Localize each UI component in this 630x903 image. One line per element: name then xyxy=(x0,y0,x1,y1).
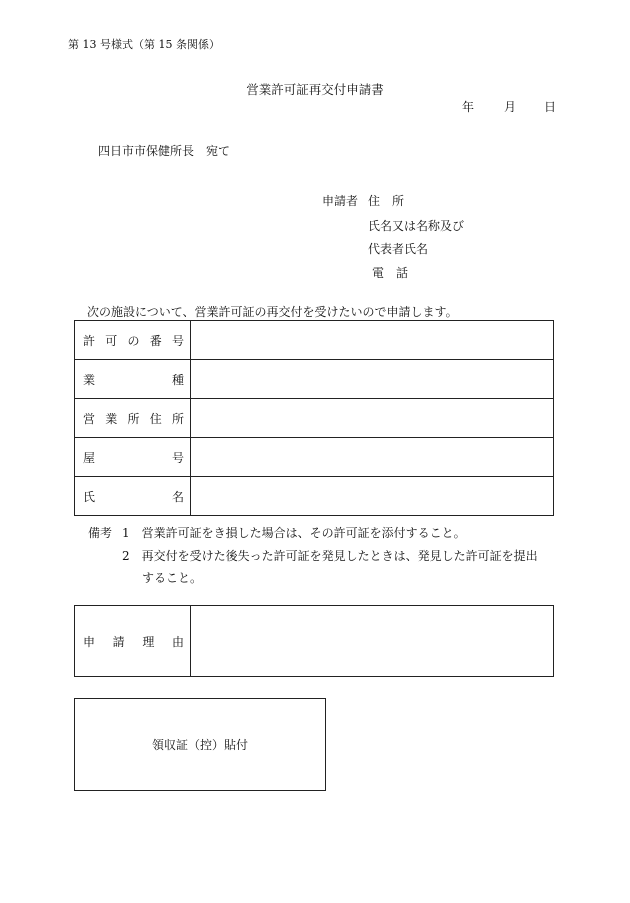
receipt-stamp-box xyxy=(74,698,326,791)
row-label-char: 所 xyxy=(127,411,140,426)
table-row xyxy=(75,477,554,516)
row-label-char: 可 xyxy=(105,333,118,348)
table-row xyxy=(75,321,554,360)
table-row xyxy=(75,438,554,477)
row-label-char: 業 xyxy=(105,411,118,426)
row-label-char: 許 xyxy=(83,333,96,348)
row-label-cell xyxy=(75,438,191,477)
note-item-2 xyxy=(122,547,538,564)
date-line xyxy=(462,98,556,115)
row-label-char: 営 xyxy=(83,411,96,426)
note-item-2-continuation: すること。 xyxy=(142,571,203,585)
reason-label-char: 理 xyxy=(142,634,155,649)
row-label-cell xyxy=(75,477,191,516)
intro-text: 次の施設について、営業許可証の再交付を受けたいので申請します。 xyxy=(87,305,458,319)
reason-label-char: 請 xyxy=(112,634,125,649)
note-number: 1 xyxy=(122,526,130,540)
table-row xyxy=(75,360,554,399)
row-value-cell[interactable] xyxy=(191,438,554,477)
row-label-char: 号 xyxy=(171,333,184,348)
row-label-char: 名 xyxy=(171,489,184,504)
row-value-cell[interactable] xyxy=(191,399,554,438)
reason-label-char: 由 xyxy=(171,634,184,649)
receipt-stamp-label: 領収証（控）貼付 xyxy=(151,738,248,752)
row-label-char: 種 xyxy=(171,372,184,387)
date-day: 日 xyxy=(544,100,557,114)
date-month: 月 xyxy=(504,100,517,114)
applicant-address-label: 住 所 xyxy=(368,194,405,208)
document-title: 営業許可証再交付申請書 xyxy=(246,82,384,97)
table-row xyxy=(75,399,554,438)
addressee: 四日市市保健所長 宛て xyxy=(98,144,231,158)
row-label-char: 住 xyxy=(149,411,162,426)
row-label-char: 屋 xyxy=(83,450,96,465)
row-label-char: 号 xyxy=(171,450,184,465)
reason-input-cell[interactable] xyxy=(191,606,554,677)
row-label-char: 業 xyxy=(83,372,96,387)
row-label-char: 番 xyxy=(149,333,162,348)
row-label-char: 氏 xyxy=(83,489,96,504)
applicant-label: 申請者 xyxy=(322,194,359,208)
row-label-char: 所 xyxy=(171,411,184,426)
date-year: 年 xyxy=(462,100,475,114)
notes-heading: 備考 xyxy=(88,526,113,540)
form-number: 第 13 号様式（第 15 条関係） xyxy=(68,38,220,51)
row-label-char: の xyxy=(127,333,140,348)
reason-table xyxy=(74,605,554,677)
note-number: 2 xyxy=(122,549,130,563)
note-text: 営業許可証をき損した場合は、その許可証を添付すること。 xyxy=(141,526,466,540)
row-value-cell[interactable] xyxy=(191,360,554,399)
row-label-cell xyxy=(75,321,191,360)
applicant-phone-label: 電 話 xyxy=(372,266,409,280)
note-text: 再交付を受けた後失った許可証を発見したときは、発見した許可証を提出 xyxy=(141,549,538,563)
row-label-cell xyxy=(75,399,191,438)
applicant-name-label-line1: 氏名又は名称及び xyxy=(368,219,465,233)
row-value-cell[interactable] xyxy=(191,321,554,360)
applicant-name-label-line2: 代表者氏名 xyxy=(368,242,429,256)
row-label-cell xyxy=(75,360,191,399)
note-item-1 xyxy=(122,524,466,541)
facility-info-table xyxy=(74,320,554,516)
reason-label-char: 申 xyxy=(83,634,96,649)
row-value-cell[interactable] xyxy=(191,477,554,516)
reason-label-cell xyxy=(75,606,191,677)
